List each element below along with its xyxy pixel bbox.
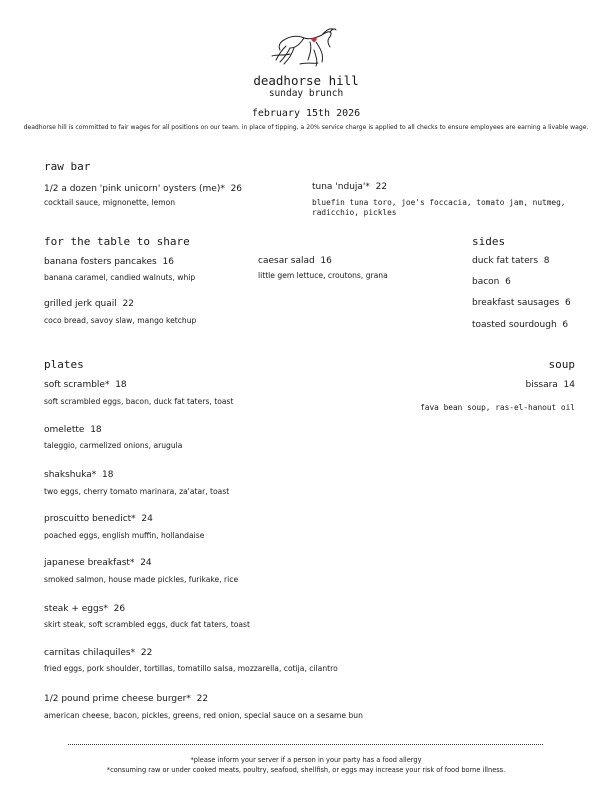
item-price: 8 (543, 256, 550, 266)
item-price: 14 (563, 380, 575, 390)
item-name-text: duck fat taters (472, 256, 539, 266)
menu-item-name (472, 277, 511, 287)
item-name-text: steak + eggs* (44, 604, 108, 614)
menu-item-desc: fried eggs, pork shoulder, tortillas, tomatillo salsa, mozzarella, cotija, cilantro (44, 664, 338, 673)
menu-item-name (44, 299, 134, 309)
item-price: 22 (196, 694, 209, 704)
item-name-text: tuna 'nduja'* (312, 182, 370, 192)
menu-item-desc: little gem lettuce, croutons, grana (258, 271, 388, 280)
menu-date: february 15th 2026 (251, 108, 361, 119)
item-price: 16 (320, 256, 332, 266)
menu-item-name (472, 298, 571, 308)
item-name-text: caesar salad (258, 256, 315, 266)
item-name-text: bacon (472, 277, 500, 287)
item-name-text: carnitas chilaquiles* (44, 648, 136, 658)
item-name-text: 1/2 a dozen 'pink unicorn' oysters (me)* (44, 184, 225, 194)
menu-item-desc: poached eggs, english muffin, hollandaise (44, 531, 205, 540)
menu-item-desc: soft scrambled eggs, bacon, duck fat taters, toast (44, 397, 234, 406)
menu-item-name (44, 380, 127, 390)
menu-item-name (44, 648, 152, 658)
item-price: 26 (230, 184, 243, 194)
menu-item-name (44, 558, 152, 568)
menu-item-desc: fava bean soup, ras-el-hanout oil (420, 403, 575, 412)
allergy-notice: *please inform your server if a person in your party has a food allergy (190, 756, 422, 764)
item-price: 6 (565, 298, 571, 308)
menu-item-desc: bluefin tuna toro, joe's foccacia, tomato jam, nutmeg, (312, 198, 566, 207)
menu-item-name (44, 257, 174, 267)
section-title-sides: sides (472, 235, 506, 248)
raw-food-warning: *consuming raw or under cooked meats, poultry, seafood, shellfish, or eggs may increase your risk of food borne illness. (106, 766, 506, 774)
menu-item-name (44, 470, 113, 480)
item-price: 24 (140, 558, 152, 568)
menu-item-name (525, 380, 575, 390)
menu-item-name (472, 320, 568, 330)
menu-item-desc: skirt steak, soft scrambled eggs, duck fat taters, toast (44, 620, 250, 629)
item-name-text: breakfast sausages (472, 298, 560, 308)
restaurant-name: deadhorse hill (253, 73, 359, 88)
menu-item-name (44, 514, 153, 524)
item-price: 22 (140, 648, 153, 658)
menu-item-name (44, 425, 102, 435)
item-name-text: bissara (525, 380, 558, 390)
menu-item-name (312, 182, 387, 192)
item-price: 22 (122, 299, 134, 309)
footer-divider (68, 744, 543, 745)
menu-item-name (44, 184, 242, 194)
item-name-text: grilled jerk quail (44, 299, 117, 309)
menu-item-name (258, 256, 332, 266)
menu-item-desc: american cheese, bacon, pickles, greens, red onion, special sauce on a sesame bun (44, 711, 363, 720)
menu-item-desc: coco bread, savoy slaw, mango ketchup (44, 316, 197, 325)
menu-item-desc: taleggio, carmelized onions, arugula (44, 441, 183, 450)
item-price: 18 (90, 425, 102, 435)
item-name-text: japanese breakfast* (44, 558, 135, 568)
item-price: 22 (375, 182, 388, 192)
item-name-text: soft scramble* (44, 380, 110, 390)
menu-item-name (44, 604, 125, 614)
item-price: 18 (102, 470, 114, 480)
menu-item-desc: banana caramel, candied walnuts, whip (44, 273, 196, 282)
item-name-text: proscuitto benedict* (44, 514, 136, 524)
menu-subtitle: sunday brunch (268, 88, 344, 99)
section-title-soup: soup (548, 358, 575, 371)
section-title-plates: plates (44, 358, 84, 371)
item-price: 26 (113, 604, 126, 614)
menu-item-desc: radicchio, pickles (312, 208, 397, 217)
menu-item-desc: two eggs, cherry tomato marinara, za'atar, toast (44, 487, 230, 496)
item-name-text: shakshuka* (44, 470, 97, 480)
item-name-text: toasted sourdough (472, 320, 557, 330)
item-name-text: omelette (44, 425, 85, 435)
item-price: 6 (562, 320, 569, 330)
menu-item-desc: smoked salmon, house made pickles, furikake, rice (44, 575, 239, 584)
section-title-raw-bar: raw bar (44, 160, 91, 173)
item-price: 24 (141, 514, 153, 524)
menu-item-name (472, 256, 549, 266)
service-charge-notice: deadhorse hill is committed to fair wages for all positions on our team. in place of tipping, a 20% service charge is applied to all checks to ensure employees are earning a livable wage. (23, 124, 589, 131)
menu-item-name (44, 694, 208, 704)
menu-item-desc: cocktail sauce, mignonette, lemon (44, 198, 176, 207)
horse-sketch-icon (270, 26, 344, 72)
item-price: 16 (162, 257, 174, 267)
item-price: 6 (505, 277, 511, 287)
item-name-text: 1/2 pound prime cheese burger* (44, 694, 191, 704)
item-name-text: banana fosters pancakes (44, 257, 157, 267)
section-title-table-share: for the table to share (44, 235, 190, 248)
item-price: 18 (115, 380, 127, 390)
